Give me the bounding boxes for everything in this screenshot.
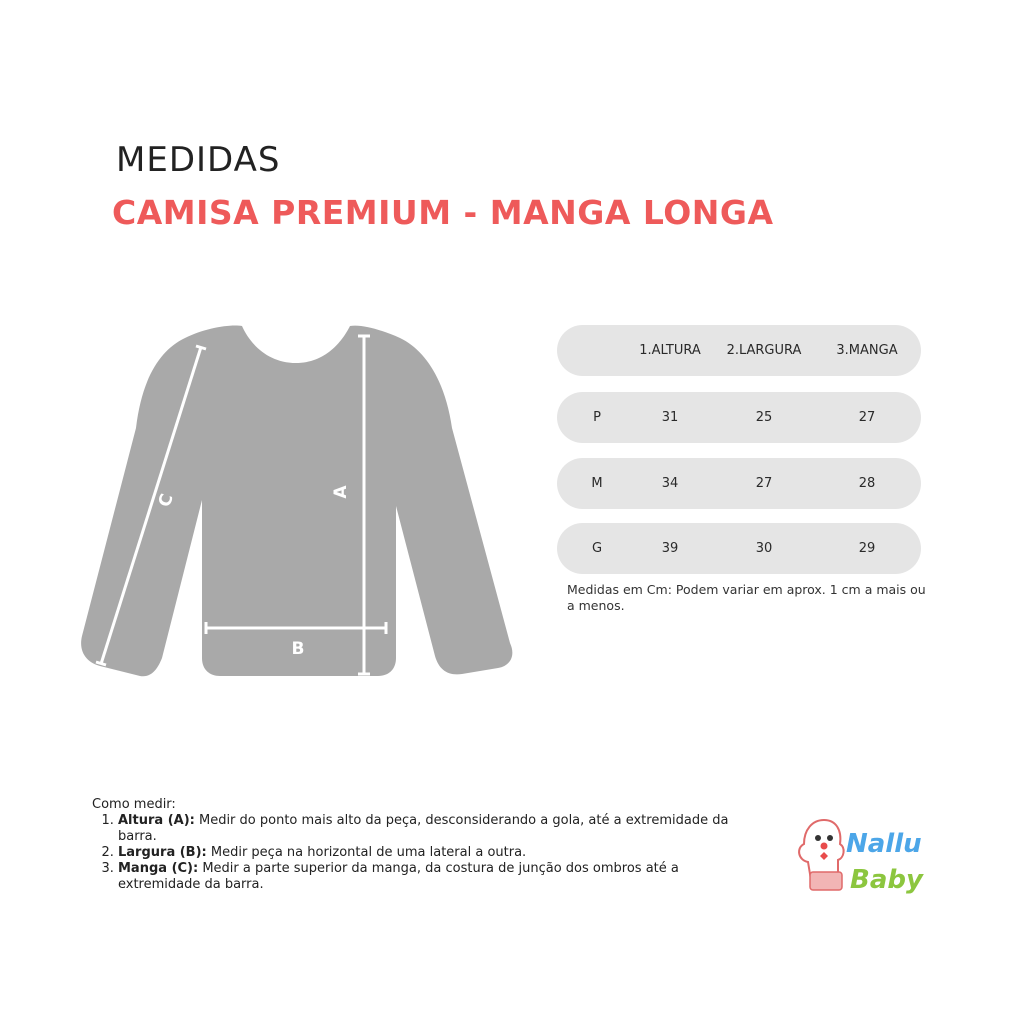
list-item bbox=[118, 813, 732, 845]
altura-value: 34 bbox=[661, 476, 679, 491]
list-item bbox=[118, 845, 732, 861]
label-c: C bbox=[154, 491, 178, 510]
instruction-term: Manga (C): bbox=[118, 861, 199, 876]
instruction-term: Altura (A): bbox=[118, 813, 195, 828]
measurement-note: Medidas em Cm: Podem variar em aprox. 1 cm a mais ou a menos. bbox=[567, 582, 926, 613]
header-altura: 1.ALTURA bbox=[639, 343, 701, 358]
logo-text-baby: Baby bbox=[850, 865, 923, 895]
how-to-measure bbox=[92, 797, 732, 893]
size-label: G bbox=[591, 541, 603, 556]
instruction-text: Medir do ponto mais alto da peça, desconsiderando a gola, até a extremidade da barra. bbox=[118, 813, 729, 844]
label-a: A bbox=[331, 485, 351, 499]
altura-value: 31 bbox=[661, 410, 679, 425]
manga-value: 29 bbox=[858, 541, 876, 556]
size-label: M bbox=[591, 476, 603, 491]
brand-logo bbox=[790, 812, 930, 902]
altura-value: 39 bbox=[661, 541, 679, 556]
list-item bbox=[118, 861, 732, 893]
header-manga: 3.MANGA bbox=[836, 343, 898, 358]
instruction-term: Largura (B): bbox=[118, 845, 207, 860]
header-largura: 2.LARGURA bbox=[726, 343, 802, 358]
label-b: B bbox=[291, 639, 305, 659]
largura-value: 30 bbox=[755, 541, 773, 556]
largura-value: 25 bbox=[755, 410, 773, 425]
table-header-row bbox=[557, 325, 921, 376]
instruction-text: Medir peça na horizontal de uma lateral a outra. bbox=[206, 845, 527, 860]
table-row bbox=[557, 392, 921, 443]
page-title: MEDIDAS bbox=[116, 140, 281, 180]
shirt-silhouette bbox=[81, 326, 512, 677]
instruction-text: Medir a parte superior da manga, da costura de junção dos ombros até a extremidade da barra. bbox=[118, 861, 679, 892]
how-to-intro: Como medir: bbox=[92, 797, 176, 812]
largura-value: 27 bbox=[755, 476, 773, 491]
logo-text-nallu: Nallu bbox=[846, 829, 922, 859]
table-row bbox=[557, 523, 921, 574]
manga-value: 28 bbox=[858, 476, 876, 491]
instruction-list bbox=[92, 813, 732, 893]
table-row bbox=[557, 458, 921, 509]
product-subtitle: CAMISA PREMIUM - MANGA LONGA bbox=[112, 193, 774, 232]
size-label: P bbox=[593, 410, 601, 425]
header-cell bbox=[557, 325, 637, 376]
manga-value: 27 bbox=[858, 410, 876, 425]
shirt-diagram bbox=[70, 318, 520, 690]
